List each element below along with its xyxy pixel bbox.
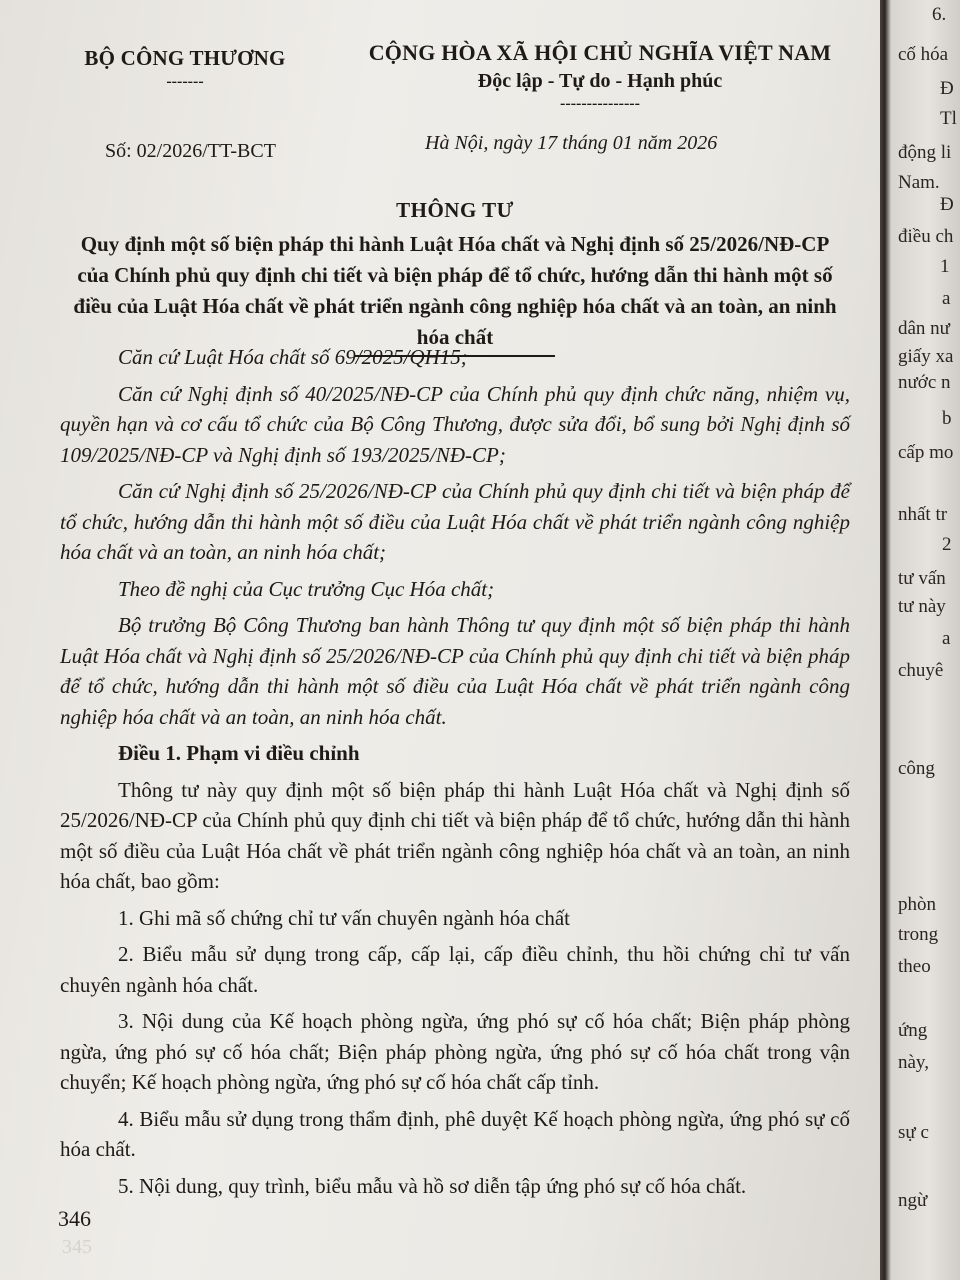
facing-page-fragment: cấp mo (898, 442, 954, 463)
preamble-legal-basis-3: Căn cứ Nghị định số 25/2026/NĐ-CP của Chính phủ quy định chi tiết và biện pháp để tổ chức, hướng dẫn thi hành một số điều của Luật Hóa chất về phát triển ngành công nghiệp hóa chất và an toàn, an ninh hóa chất; (60, 479, 850, 564)
motto-underline: --------------- (560, 95, 640, 112)
page-number: 346 (58, 1206, 91, 1231)
facing-page-fragment: Đ (940, 78, 954, 99)
facing-page-fragment: ngừ (898, 1190, 928, 1211)
facing-page-fragment: giấy xa (898, 346, 954, 367)
issuing-agency-block (60, 46, 310, 89)
article-1-item: 2. Biểu mẫu sử dụng trong cấp, cấp lại, cấp điều chỉnh, thu hồi chứng chỉ tư vấn chuyên ngành hóa chất. (60, 942, 850, 997)
place-and-date: Hà Nội, ngày 17 tháng 01 năm 2026 (425, 132, 718, 154)
facing-page-fragment: 6. (932, 4, 947, 25)
article-1-item: 5. Nội dung, quy trình, biểu mẫu và hồ sơ diễn tập ứng phó sự cố hóa chất. (118, 1173, 747, 1198)
facing-page-fragment: sự c (898, 1122, 929, 1143)
issuing-agency: BỘ CÔNG THƯƠNG (84, 46, 286, 70)
facing-page-fragment: 1 (940, 256, 950, 277)
facing-page-fragment: 2 (942, 534, 952, 555)
facing-page-fragment: chuyê (898, 660, 944, 681)
preamble-promulgation: Bộ trưởng Bộ Công Thương ban hành Thông tư quy định một số biện pháp thi hành Luật Hóa chất và Nghị định số 25/2026/NĐ-CP của Chính phủ quy định chi tiết và biện pháp để tổ chức, hướng dẫn thi hành một số điều của Luật Hóa chất về phát triển ngành công nghiệp hóa chất và an toàn, an ninh hóa chất. (60, 613, 850, 729)
facing-page-fragment: tư này (898, 596, 946, 617)
bleed-through-page-number: 345 (62, 1236, 92, 1258)
article-1-item: 3. Nội dung của Kế hoạch phòng ngừa, ứng phó sự cố hóa chất; Biện pháp phòng ngừa, ứng phó sự cố hóa chất; Biện pháp phòng ngừa, ứng phó sự cố hóa chất trong vận chuyển; Kế hoạch phòng ngừa, ứng phó sự cố hóa chất cấp tỉnh. (60, 1009, 850, 1094)
facing-page-fragment: dân nư (898, 318, 950, 339)
facing-page-fragment: công (898, 758, 935, 779)
document-body (60, 342, 850, 1207)
preamble-legal-basis-2: Căn cứ Nghị định số 40/2025/NĐ-CP của Chính phủ quy định chức năng, nhiệm vụ, quyền hạn và cơ cấu tổ chức của Bộ Công Thương, được sửa đổi, bổ sung bởi Nghị định số 109/2025/NĐ-CP và Nghị định số 193/2025/NĐ-CP; (60, 381, 850, 467)
facing-page-fragment: phòn (898, 894, 936, 915)
facing-page-fragment: nước n (898, 372, 951, 393)
facing-page-fragment: này, (898, 1052, 929, 1073)
facing-page-fragment: theo (898, 956, 931, 977)
facing-page-fragment: nhất tr (898, 504, 948, 525)
national-motto: Độc lập - Tự do - Hạnh phúc (477, 70, 723, 92)
facing-page-fragment: trong (898, 924, 939, 945)
facing-page-fragment: Nam. (898, 172, 940, 193)
facing-page-fragment: điều ch (898, 226, 954, 247)
article-1-heading: Điều 1. Phạm vi điều chỉnh (118, 741, 360, 765)
facing-page-fragment: Đ (940, 194, 954, 215)
document-title-block (70, 198, 840, 357)
facing-page-fragment: ứng (898, 1020, 928, 1041)
facing-page-fragment: a (942, 288, 951, 309)
article-1-item: 4. Biểu mẫu sử dụng trong thẩm định, phê duyệt Kế hoạch phòng ngừa, ứng phó sự cố hóa chất. (60, 1106, 850, 1161)
facing-page-fragment: a (942, 628, 951, 649)
article-1-intro: Thông tư này quy định một số biện pháp thi hành Luật Hóa chất và Nghị định số 25/2026/NĐ-CP của Chính phủ quy định chi tiết và biện pháp để tổ chức, hướng dẫn thi hành một số điều của Luật Hóa chất về phát triển ngành công nghiệp hóa chất và an toàn, an ninh hóa chất, bao gồm: (60, 777, 850, 893)
facing-page-edge (880, 0, 960, 1280)
facing-page-fragment: b (942, 408, 952, 429)
document-subject: Quy định một số biện pháp thi hành Luật Hóa chất và Nghị định số 25/2026/NĐ-CP của Chính phủ quy định chi tiết và biện pháp để tổ chức, hướng dẫn thi hành một số điều của Luật Hóa chất về phát triển ngành công nghiệp hóa chất và an toàn, an ninh hóa chất (73, 232, 837, 349)
document-type: THÔNG TƯ (396, 198, 514, 222)
document-header (60, 40, 850, 180)
country-name: CỘNG HÒA XÃ HỘI CHỦ NGHĨA VIỆT NAM (368, 40, 832, 65)
document-number: Số: 02/2026/TT-BCT (105, 140, 276, 162)
facing-page-fragment: động li (898, 142, 952, 163)
facing-page-fragment: Tl (940, 108, 957, 129)
article-1-item: 1. Ghi mã số chứng chỉ tư vấn chuyên ngành hóa chất (118, 905, 570, 930)
facing-page-fragment: tư vấn (898, 568, 946, 589)
preamble-proposal: Theo đề nghị của Cục trưởng Cục Hóa chất; (118, 576, 495, 601)
national-title-block (330, 40, 870, 111)
agency-underline: ------- (166, 73, 204, 90)
facing-page-fragment: cố hóa (898, 44, 949, 65)
preamble-legal-basis-1: Căn cứ Luật Hóa chất số 69/2025/QH15; (118, 345, 468, 369)
